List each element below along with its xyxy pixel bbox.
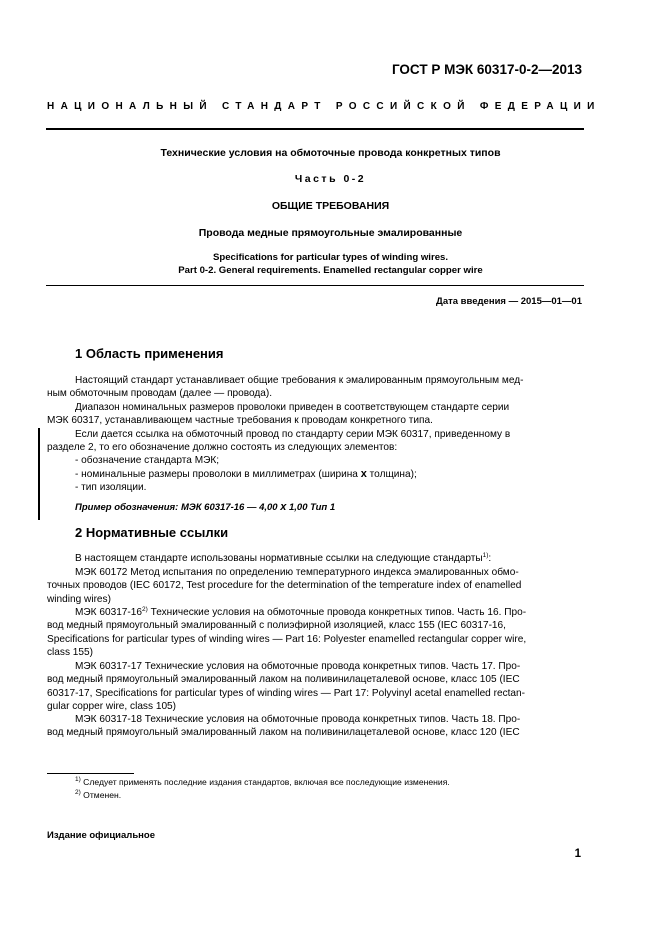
intro-text: В настоящем стандарте использованы нормативные ссылки на следующие стандарты [75,553,483,564]
english-title-line2: Part 0-2. General requirements. Enamelled rectangular copper wire [178,265,483,276]
example-text: Пример обозначения: МЭК 60317-16 — 4,00 [75,502,278,513]
text-line: Specifications for particular types of winding wires — Part 16: Polyester enamelled rectangular copper wire, [47,633,527,645]
page-number: 1 [574,848,581,860]
footnote-ref: 1) [482,552,489,559]
text-line: МЭК 60172 Метод испытания по определению температурного индекса эмалированных обмо- [75,567,519,578]
list-item: - тип изоляции. [75,482,147,493]
intro-colon: : [488,553,492,564]
text-line: точных проводов (IEC 60172, Test procedure for the determination of the temperature index of enamelled [47,580,522,592]
official-edition-label: Издание официальное [47,830,155,841]
text-line: МЭК 60317-18 Технические условия на обмоточные провода конкретных типов. Часть 18. Про- [75,714,521,725]
ref-text: Технические условия на обмоточные провода конкретных типов. Часть 16. Про- [147,607,527,618]
title-line: Технические условия на обмоточные провода конкретных типов [160,147,501,159]
part-number: Часть 0-2 [294,173,367,185]
section-1-paragraph-1 [47,374,583,401]
national-standard-banner: НАЦИОНАЛЬНЫЙ СТАНДАРТ РОССИЙСКОЙ ФЕДЕРАЦИИ [47,101,601,112]
footnote-1 [75,777,450,787]
text-line: Если дается ссылка на обмоточный провод по стандарту серии МЭК 60317, приведенному в [75,429,511,440]
text-line: Диапазон номинальных размеров проволоки приведен в соответствующем стандарте серии [75,402,510,413]
text-line [47,606,583,619]
reference-iec-60317-17 [47,660,583,713]
text-line: winding wires) [47,593,111,605]
general-requirements-title: ОБЩИЕ ТРЕБОВАНИЯ [271,200,390,212]
list-item-text: - номинальные размеры проволоки в миллиметрах (ширина [75,469,358,480]
english-title-line1: Specifications for particular types of winding wires. [212,252,449,263]
text-line [47,552,583,565]
ref-code: МЭК 60317-16 [75,607,143,618]
text-line: Настоящий стандарт устанавливает общие требования к эмалированным прямоугольным мед- [75,375,524,386]
text-line: МЭК 60317-17 Технические условия на обмоточные провода конкретных типов. Часть 17. Про- [75,661,521,672]
text-line: 60317-17, Specifications for particular types of winding wires — Part 17: Polyvinyl acetal enamelled rectan- [47,687,526,699]
text-line: class 155) [47,646,94,658]
text-line: вод медный прямоугольный эмалированный лаком на поливинилацеталевой основе, класс 120 (IEC [47,727,520,739]
reference-iec-60317-16 [47,606,583,659]
text-line: вод медный прямоугольный эмалированный лаком на поливинилацеталевой основе, класс 105 (IEC [47,674,520,686]
footnote-marker: 1) [75,776,81,783]
document-code: ГОСТ Р МЭК 60317-0-2—2013 [391,62,582,77]
text-line: МЭК 60317, устанавливающем частные требования к проводам конкретного типа. [47,415,433,427]
footnote-text: Следует применять последние издания стандартов, включая все последующие изменения. [83,777,450,787]
footnote-divider [47,773,134,774]
list-item: - обозначение стандарта МЭК; [75,455,220,466]
footnote-ref: 2) [142,606,148,613]
change-bar [38,428,40,520]
reference-iec-60172 [47,566,583,606]
section-1-heading: 1 Область применения [75,346,224,361]
multiplication-sign: x [280,501,287,513]
section-1-paragraph-3 [47,428,583,455]
footnote-text: Отменен. [83,790,122,800]
text-line: разделе 2, то его обозначение должно состоять из следующих элементов: [47,442,398,454]
multiplication-sign: x [360,468,367,480]
title-divider [46,285,584,286]
designation-example [75,501,335,513]
text-line: gular copper wire, class 105) [47,700,177,712]
footnote-2 [75,790,121,800]
section-1-paragraph-2 [47,401,583,428]
section-2-heading: 2 Нормативные ссылки [75,525,229,540]
subject-title: Провода медные прямоугольные эмалированные [198,227,463,239]
example-text: 1,00 Тип 1 [289,502,336,513]
footnote-marker: 2) [75,789,81,796]
list-item-text: толщина); [369,469,417,480]
introduction-date: Дата введения — 2015—01—01 [436,296,582,307]
reference-iec-60317-18 [47,713,583,740]
text-line: ным обмоточным проводам (далее — провода). [47,388,273,400]
text-line: вод медный прямоугольный эмалированный с полиэфирной изоляцией, класс 155 (IEC 60317-16, [47,620,506,632]
list-item [75,468,417,481]
section-2-intro [47,552,583,565]
header-divider [46,128,584,130]
